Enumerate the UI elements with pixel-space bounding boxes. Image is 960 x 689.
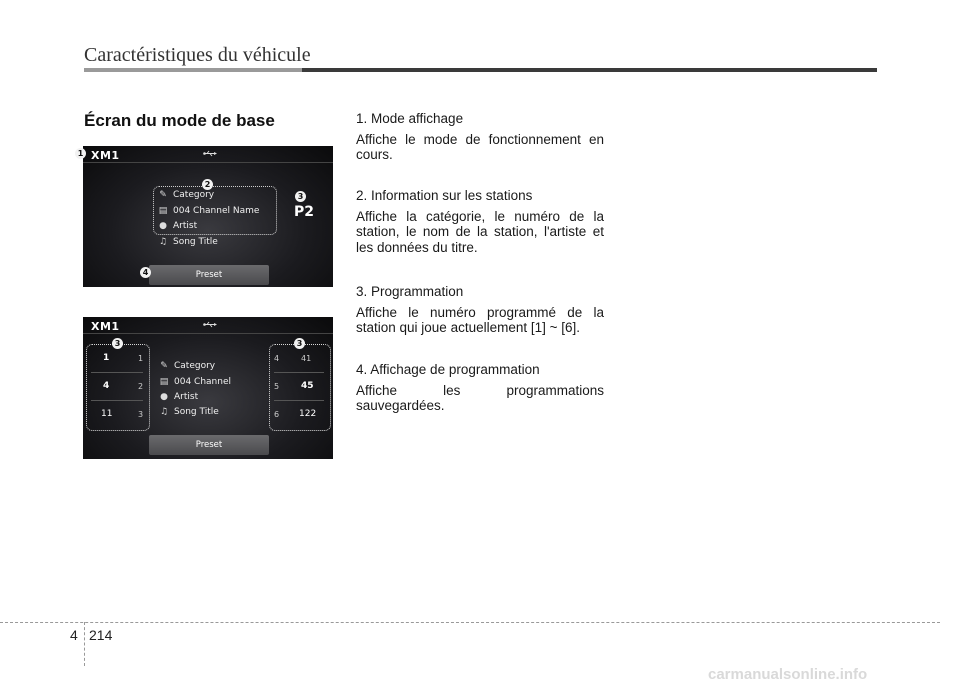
description-text: Affiche la catégorie, le numéro de la station, le nom de la station, l'artiste et les données du titre. xyxy=(356,208,604,255)
song-row xyxy=(159,407,219,417)
description-3 xyxy=(356,284,604,336)
description-heading: 4. Affichage de programmation xyxy=(356,362,540,377)
artist-text: Artist xyxy=(173,221,198,231)
chapter-title: Caractéristiques du véhicule xyxy=(84,44,311,66)
divider xyxy=(83,333,333,334)
callout-2: 2 xyxy=(202,179,213,190)
preset-5-index: 5 xyxy=(274,382,280,391)
description-2 xyxy=(356,188,604,255)
artist-text: Artist xyxy=(174,392,199,402)
callout-1: 1 xyxy=(75,148,86,159)
preset-6-station[interactable]: 122 xyxy=(299,409,317,419)
usb-icon xyxy=(203,150,217,157)
section-heading: Écran du mode de base xyxy=(84,111,275,130)
callout-3-right: 3 xyxy=(294,338,305,349)
description-heading: 1. Mode affichage xyxy=(356,111,464,126)
description-heading: 3. Programmation xyxy=(356,284,464,299)
music-note-icon: ♫ xyxy=(159,407,169,417)
channel-row xyxy=(158,206,259,216)
source-label: XM1 xyxy=(91,149,120,162)
preset-button[interactable]: Preset xyxy=(149,265,269,285)
song-text: Song Title xyxy=(173,237,218,247)
preset-3-index: 3 xyxy=(138,410,144,419)
channel-text: 004 Channel Name xyxy=(173,206,260,216)
radio-icon: ▤ xyxy=(159,377,169,387)
divider xyxy=(274,372,324,373)
watermark: carmanualsonline.info xyxy=(708,666,868,683)
callout-3-left: 3 xyxy=(112,338,123,349)
basic-mode-screen xyxy=(77,146,333,287)
description-text: Affiche le numéro programmé de la station qui joue actuellement [1] ~ [6]. xyxy=(356,304,604,335)
preset-1-station[interactable]: 1 xyxy=(103,353,110,363)
preset-4-station[interactable]: 41 xyxy=(301,354,312,363)
channel-row xyxy=(159,377,231,387)
page-number: 214 xyxy=(89,627,113,643)
preset-2-index: 2 xyxy=(138,382,144,391)
preset-4-index: 4 xyxy=(274,354,280,363)
title-rule xyxy=(84,68,877,72)
artist-icon: ● xyxy=(160,392,168,402)
music-note-icon: ♫ xyxy=(158,237,168,247)
description-text: Affiche le mode de fonctionnement en cours. xyxy=(356,131,604,162)
divider xyxy=(83,162,333,163)
page-number-divider xyxy=(84,622,85,666)
preset-1-index: 1 xyxy=(138,354,144,363)
usb-icon xyxy=(203,321,217,328)
callout-3: 3 xyxy=(295,191,306,202)
callout-4: 4 xyxy=(140,267,151,278)
category-icon: ✎ xyxy=(159,190,167,200)
divider xyxy=(91,372,143,373)
divider xyxy=(91,400,143,401)
channel-text: 004 Channel xyxy=(174,377,231,387)
preset-mode-screen xyxy=(83,317,333,459)
preset-5-station[interactable]: 45 xyxy=(301,381,314,391)
divider xyxy=(274,400,324,401)
chapter-number: 4 xyxy=(70,627,78,643)
song-text: Song Title xyxy=(174,407,219,417)
description-heading: 2. Information sur les stations xyxy=(356,188,533,203)
category-row xyxy=(158,190,214,200)
source-label: XM1 xyxy=(91,320,120,333)
artist-row xyxy=(159,392,198,402)
category-text: Category xyxy=(173,190,215,200)
footer-rule xyxy=(0,622,940,623)
song-row xyxy=(158,237,218,247)
artist-row xyxy=(158,221,197,231)
category-icon: ✎ xyxy=(160,361,168,371)
artist-icon: ● xyxy=(159,221,167,231)
description-4 xyxy=(356,362,604,414)
preset-6-index: 6 xyxy=(274,410,280,419)
category-row xyxy=(159,361,215,371)
preset-3-station[interactable]: 11 xyxy=(101,409,113,419)
preset-2-station[interactable]: 4 xyxy=(103,381,110,391)
preset-button[interactable]: Preset xyxy=(149,435,269,455)
radio-icon: ▤ xyxy=(158,206,168,216)
description-1 xyxy=(356,111,604,163)
category-text: Category xyxy=(174,361,216,371)
description-text: Affiche les programmations sauvegardées. xyxy=(356,382,604,413)
preset-number: P2 xyxy=(294,204,315,220)
